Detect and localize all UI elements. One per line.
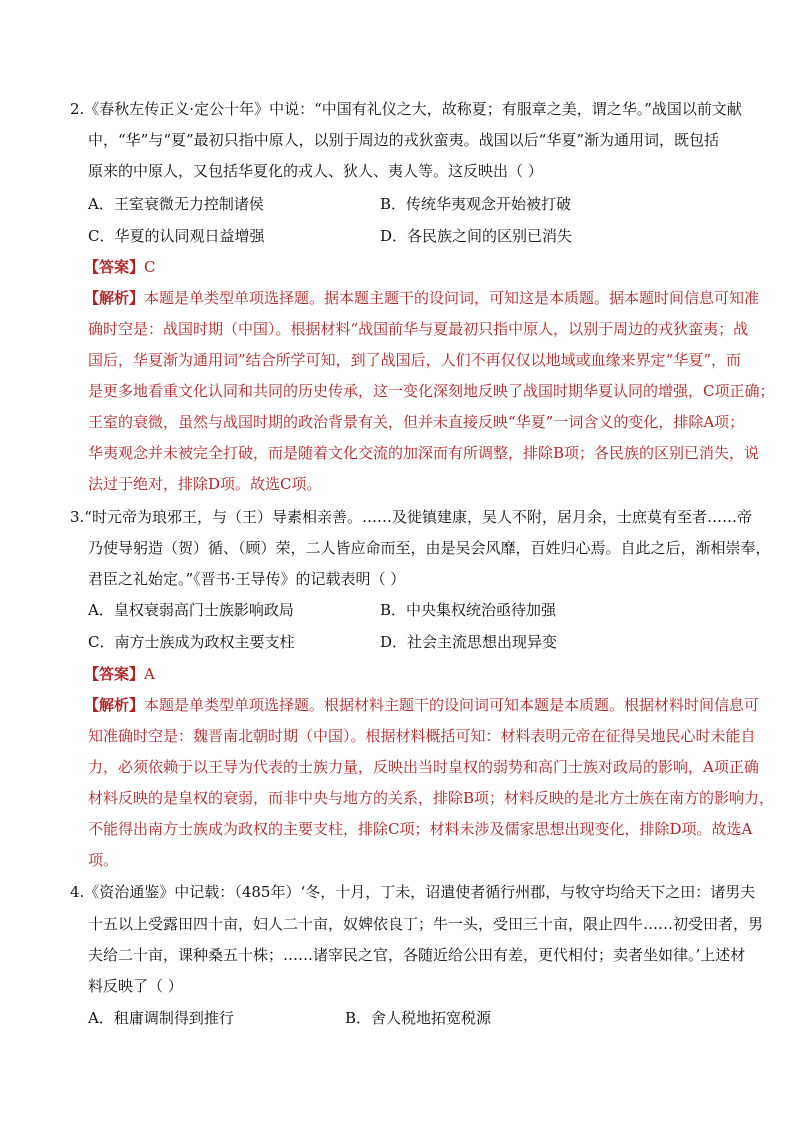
option-c: C．华夏的认同观日益增强 xyxy=(88,227,265,245)
question-stem-line: 料反映了（ ） xyxy=(88,977,183,995)
analysis-line xyxy=(84,695,759,715)
analysis-line: 不能得出南方士族成为政权的主要支柱，排除C项；材料未涉及儒家思想出现变化，排除D项。故选A xyxy=(88,820,753,838)
option-b: B．传统华夷观念开始被打破 xyxy=(380,195,572,213)
question-stem-line: 夫给二十亩，课种桑五十株；……诸宰民之官，各随近给公田有差，更代相付；卖者坐如律。’上述材 xyxy=(88,946,746,964)
answer-value: C xyxy=(144,258,156,276)
question-stem-line: 2.《春秋左传正义·定公十年》中说：“中国有礼仪之大，故称夏；有服章之美，谓之华。”战国以前文献 xyxy=(70,100,742,118)
analysis-text: 本题是单类型单项选择题。根据材料主题干的设问词可知本题是本质题。根据材料时间信息可 xyxy=(144,696,760,714)
option-a: A．皇权衰弱高门士族影响政局 xyxy=(88,601,294,619)
option-d: D．各民族之间的区别已消失 xyxy=(380,227,573,245)
analysis-line: 华夷观念并未被完全打破，而是随着文化交流的加深而有所调整，排除B项；各民族的区别已消失，说 xyxy=(88,444,760,462)
question-stem-line: 3.“时元帝为琅邪王，与（王）导素相亲善。……及徙镇建康，吴人不附，居月余，士庶莫有至者……帝 xyxy=(70,508,752,526)
answer-tag: 【答案】 xyxy=(84,258,145,276)
answer-tag: 【答案】 xyxy=(84,665,145,683)
option-c: C．南方士族成为政权主要支柱 xyxy=(88,633,295,651)
analysis-line: 确时空是：战国时期（中国）。根据材料“战国前华与夏最初只指中原人，以别于周边的戎狄蛮夷；战 xyxy=(88,320,749,338)
option-b: B．中央集权统治亟待加强 xyxy=(380,601,557,619)
question-stem-line: 原来的中原人，又包括华夏化的戎人、狄人、夷人等。这反映出（ ） xyxy=(88,162,543,180)
analysis-tag: 【解析】 xyxy=(84,289,145,307)
option-a: A．王室衰微无力控制诸侯 xyxy=(88,195,264,213)
answer-line xyxy=(84,257,156,277)
analysis-line: 知准确时空是：魏晋南北朝时期（中国）。根据材料概括可知：材料表明元帝在征得吴地民心时未能自 xyxy=(88,727,756,745)
question-stem-line: 乃使导躬造（贺）循、（顾）荣，二人皆应命而至，由是吴会风靡，百姓归心焉。自此之后，渐相崇奉， xyxy=(88,539,771,557)
analysis-text: 本题是单类型单项选择题。据本题主题干的设问词，可知这是本质题。据本题时间信息可知准 xyxy=(144,289,760,307)
analysis-tag: 【解析】 xyxy=(84,696,145,714)
analysis-line xyxy=(84,288,759,308)
analysis-line: 项。 xyxy=(88,851,119,869)
option-b: B．舍人税地拓宽税源 xyxy=(345,1009,492,1027)
option-a: A．租庸调制得到推行 xyxy=(88,1009,234,1027)
analysis-line: 王室的衰微，虽然与战国时期的政治背景有关，但并未直接反映“华夏”一词含义的变化，排除A项； xyxy=(88,413,745,431)
question-stem-line: 君臣之礼始定。”《晋书·王导传》的记载表明（ ） xyxy=(88,570,406,588)
analysis-line: 国后，华夏渐为通用词”结合所学可知，到了战国后，人们不再仅仅以地域或血缘来界定“华夏”，而 xyxy=(88,351,742,369)
analysis-line: 力，必须依赖于以王导为代表的士族力量，反映出当时皇权的弱势和高门士族对政局的影响，A项正确 xyxy=(88,758,759,776)
question-stem-line: 中，“华”与“夏”最初只指中原人，以别于周边的戎狄蛮夷。战国以后“华夏”渐为通用词，既包括 xyxy=(88,131,720,149)
analysis-line: 法过于绝对，排除D项。故选C项。 xyxy=(88,475,322,493)
analysis-line: 是更多地看重文化认同和共同的历史传承，这一变化深刻地反映了战国时期华夏认同的增强，C项正确； xyxy=(88,382,775,400)
question-stem-line: 十五以上受露田四十亩，妇人二十亩，奴婢依良丁；牛一头，受田三十亩，限止四牛……初受田者，男 xyxy=(88,915,764,933)
answer-value: A xyxy=(144,665,155,683)
option-d: D．社会主流思想出现异变 xyxy=(380,633,558,651)
analysis-line: 材料反映的是皇权的衰弱，而非中央与地方的关系，排除B项；材料反映的是北方士族在南方的影响力， xyxy=(88,789,775,807)
question-stem-line: 4.《资治通鉴》中记载：（485年）‘冬，十月，丁未，诏遣使者循行州郡，与牧守均给天下之田：诸男夫 xyxy=(70,883,756,901)
answer-line xyxy=(84,664,155,684)
